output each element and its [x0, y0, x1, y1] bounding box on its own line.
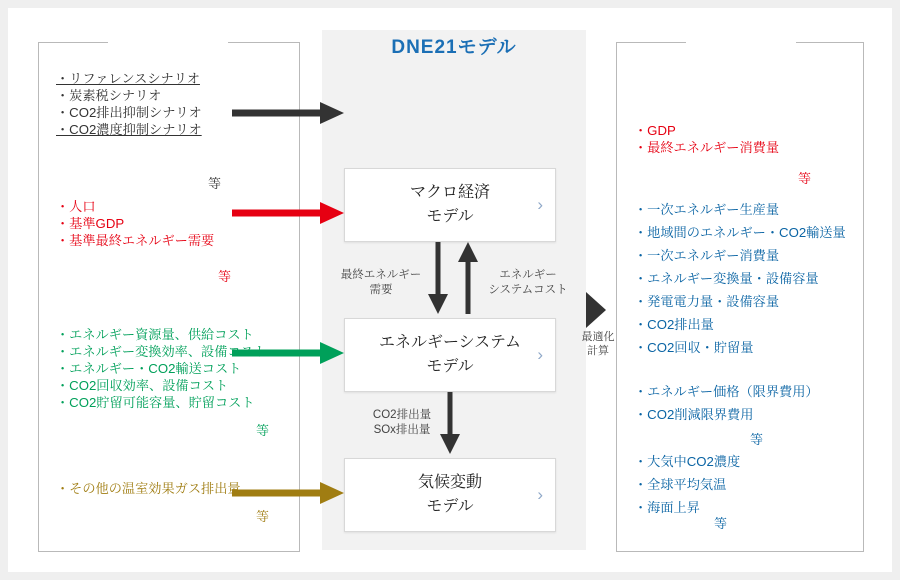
arrow-dark	[228, 98, 348, 128]
list-item: ・CO2削減限界費用	[634, 407, 754, 422]
model-box-macro-economy[interactable]	[344, 168, 556, 242]
chevron-right-icon: ›	[537, 485, 543, 504]
label-final-energy-demand: 最終エネルギー 需要	[340, 269, 422, 296]
left-group-4-etc: 等	[256, 509, 270, 524]
right-group-3	[634, 383, 819, 423]
list-item: ・CO2貯留可能容量、貯留コスト	[56, 395, 255, 410]
model-box-climate-change[interactable]	[344, 458, 556, 532]
list-item: ・発電電力量・設備容量	[634, 294, 780, 309]
list-item: ・一次エネルギー消費量	[634, 248, 780, 263]
arrow-down-co2-sox-emission	[438, 392, 462, 456]
list-item: ・最終エネルギー消費量	[634, 140, 780, 155]
left-title-mask	[108, 36, 228, 50]
list-item: ・全球平均気温	[634, 477, 727, 492]
left-group-3-etc: 等	[256, 423, 270, 438]
list-item: ・基準最終エネルギー需要	[56, 233, 215, 248]
arrow-red	[228, 198, 348, 228]
left-group-2	[56, 198, 214, 249]
model-box-line1: マクロ経済	[409, 184, 490, 201]
list-item: ・エネルギー変換量・設備容量	[634, 271, 819, 286]
right-group-4-etc: 等	[714, 516, 728, 531]
list-item: ・エネルギー変換効率、設備コスト	[56, 344, 267, 359]
model-box-energy-system[interactable]	[344, 318, 556, 392]
arrow-optimization	[586, 290, 608, 330]
right-group-4	[634, 453, 740, 516]
list-item: ・海面上昇	[634, 500, 700, 515]
model-box-line2: モデル	[426, 208, 474, 225]
list-item: ・大気中CO2濃度	[634, 454, 741, 469]
list-item: ・その他の温室効果ガス排出量	[56, 481, 241, 496]
list-item: ・地域間のエネルギー・CO2輸送量	[634, 225, 846, 240]
right-group-3-etc: 等	[750, 432, 764, 447]
left-group-2-etc: 等	[218, 269, 232, 284]
list-item: ・CO2回収・貯留量	[634, 340, 754, 355]
arrow-olive	[228, 478, 348, 508]
right-group-2	[634, 201, 846, 356]
list-item: ・エネルギー・CO2輸送コスト	[56, 361, 242, 376]
list-item: ・炭素税シナリオ	[56, 88, 162, 103]
left-group-1-etc: 等	[208, 176, 222, 191]
right-title-mask	[686, 36, 796, 50]
list-item: ・リファレンスシナリオ	[56, 71, 200, 86]
arrow-up-energy-system-cost	[456, 242, 480, 316]
list-item: ・GDP	[634, 123, 676, 138]
label-energy-system-cost: エネルギー システムコスト	[488, 269, 568, 296]
list-item: ・一次エネルギー生産量	[634, 202, 780, 217]
label-optimization: 最適化 計算	[581, 331, 615, 357]
label-co2-sox-emission: CO2排出量 SOx排出量	[372, 409, 432, 436]
list-item: ・CO2回収効率、設備コスト	[56, 378, 229, 393]
center-column-title: DNE21モデル	[391, 37, 517, 58]
right-group-1-etc: 等	[798, 171, 812, 186]
model-box-line2: モデル	[426, 358, 474, 375]
chevron-right-icon: ›	[537, 345, 543, 364]
model-box-line1: 気候変動	[417, 474, 482, 491]
list-item: ・人口	[56, 199, 96, 214]
list-item: ・エネルギー価格（限界費用）	[634, 384, 819, 399]
model-box-line2: モデル	[426, 498, 474, 515]
list-item: ・CO2濃度抑制シナリオ	[56, 122, 202, 137]
list-item: ・基準GDP	[56, 216, 125, 231]
chevron-right-icon: ›	[537, 195, 543, 214]
list-item: ・CO2排出量	[634, 317, 714, 332]
right-group-1	[634, 122, 779, 156]
model-box-line1: エネルギーシステム	[378, 334, 522, 351]
arrow-down-final-energy-demand	[426, 242, 450, 316]
list-item: ・エネルギー資源量、供給コスト	[56, 327, 254, 342]
arrow-green	[228, 338, 348, 368]
left-group-4	[56, 480, 241, 497]
diagram-canvas	[8, 8, 892, 572]
left-group-1	[56, 70, 202, 138]
list-item: ・CO2排出抑制シナリオ	[56, 105, 202, 120]
